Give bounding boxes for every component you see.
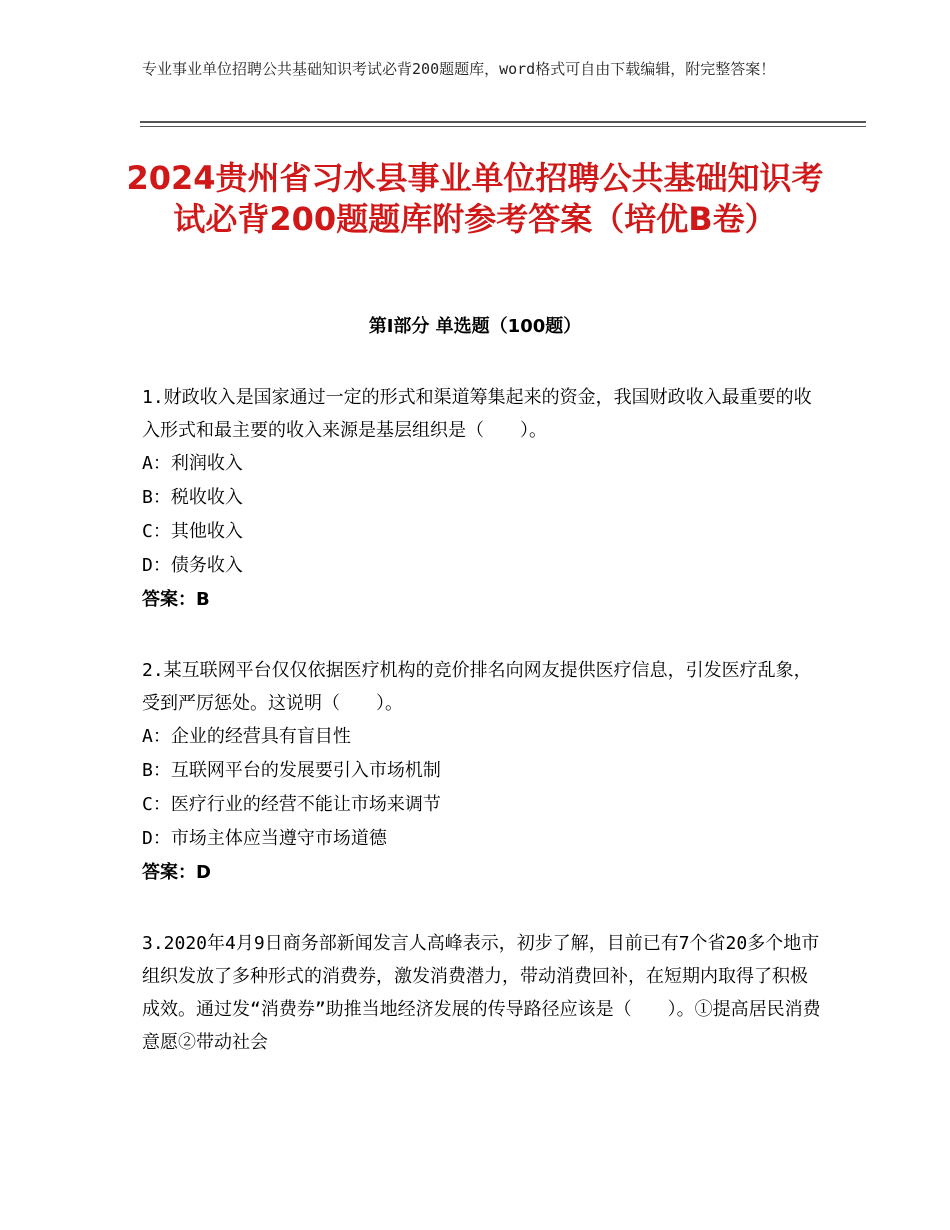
- option-a: A：利润收入: [142, 453, 243, 474]
- option-c: C：医疗行业的经营不能让市场来调节: [142, 794, 441, 815]
- header-note: 专业事业单位招聘公共基础知识考试必背200题题库，word格式可自由下载编辑，附完整答案！: [142, 60, 776, 78]
- header-divider-thin: [140, 126, 866, 127]
- question-3: [142, 927, 822, 1059]
- answer: 答案：B: [142, 589, 210, 610]
- option-a: A：企业的经营具有盲目性: [142, 726, 351, 747]
- option-d: D：市场主体应当遵守市场道德: [142, 828, 387, 849]
- question-1: [142, 381, 822, 617]
- option-d: D：债务收入: [142, 555, 243, 576]
- question-2: [142, 654, 822, 890]
- section-title: 第Ⅰ部分 单选题（100题）: [368, 316, 582, 337]
- question-stem: 2.某互联网平台仅仅依据医疗机构的竞价排名向网友提供医疗信息，引发医疗乱象，受到严厉惩处。这说明（ ）。: [142, 660, 812, 714]
- option-c: C：其他收入: [142, 521, 243, 542]
- option-b: B：税收收入: [142, 487, 243, 508]
- option-b: B：互联网平台的发展要引入市场机制: [142, 760, 441, 781]
- header-divider: [140, 121, 866, 123]
- question-stem: 1.财政收入是国家通过一定的形式和渠道筹集起来的资金，我国财政收入最重要的收入形式和最主要的收入来源是基层组织是（ ）。: [142, 387, 812, 441]
- answer: 答案：D: [142, 862, 211, 883]
- question-stem: 3.2020年4月9日商务部新闻发言人高峰表示，初步了解，目前已有7个省20多个地市组织发放了多种形式的消费券，激发消费潜力，带动消费回补，在短期内取得了积极成效。通过发“消费券”助推当地经济发展的传导路径应该是（ ）。①提高居民消费意愿②带动社会: [142, 933, 821, 1053]
- document-title: 2024贵州省习水县事业单位招聘公共基础知识考试必背200题题库附参考答案（培优B卷）: [126, 159, 824, 238]
